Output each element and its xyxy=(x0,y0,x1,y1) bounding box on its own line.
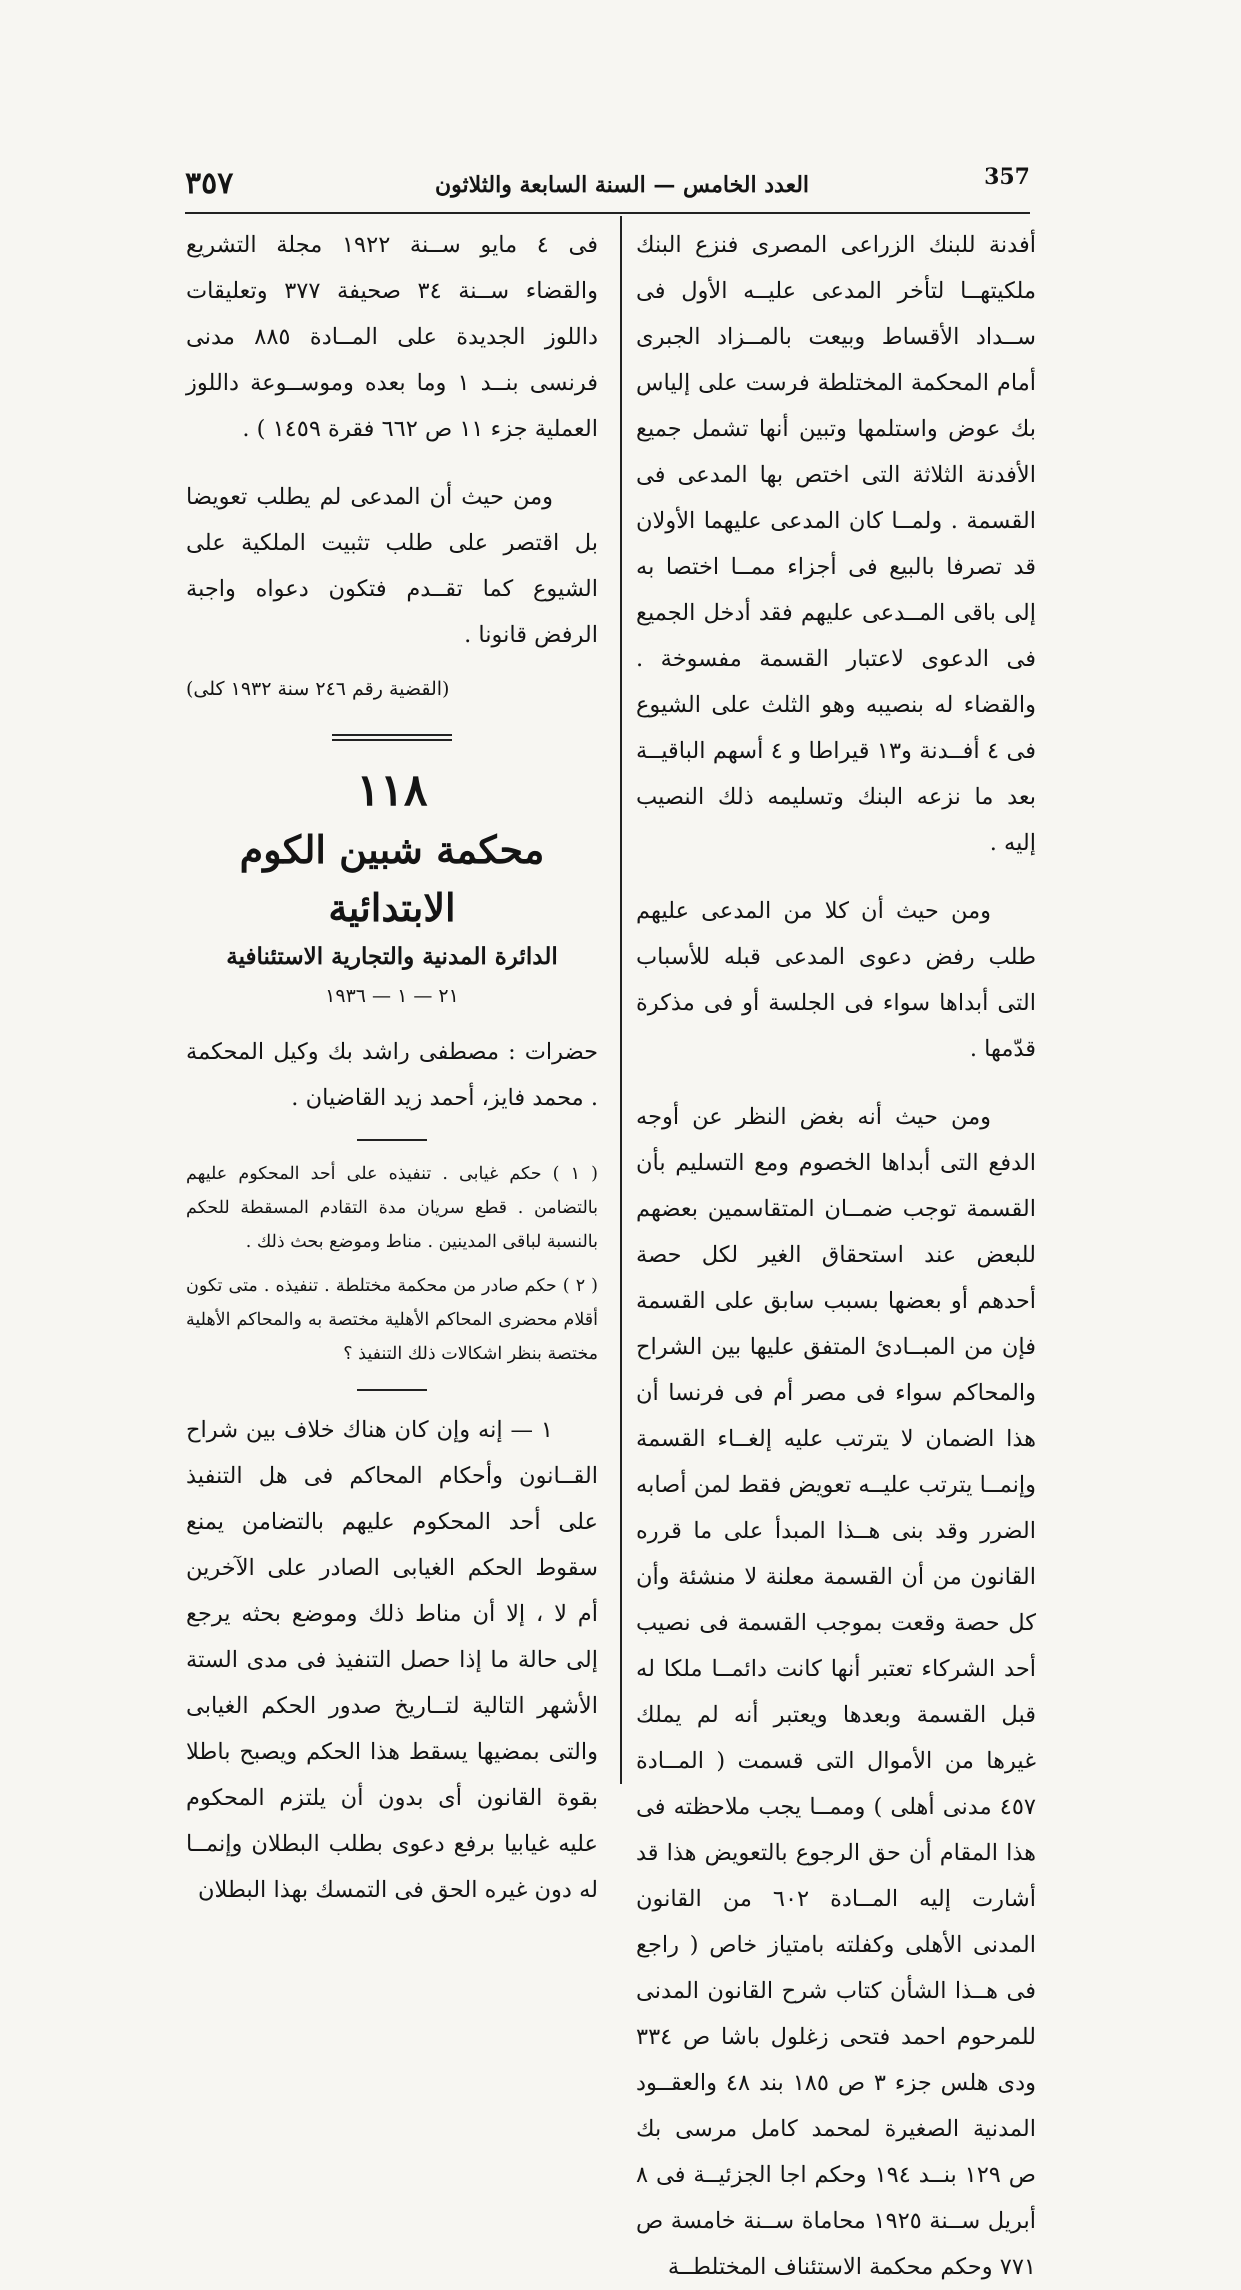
short-rule-1 xyxy=(357,1139,427,1141)
left-paragraph-2: ومن حيث أن المدعى لم يطلب تعويضا بل اقتصر على طلب تثبيت الملكية على الشيوع كما تقــدم فتكون دعواه واجبة الرفض قانونا . xyxy=(186,484,598,648)
headnote-2: ( ٢ ) حكم صادر من محكمة مختلطة . تنفيذه . متى تكون أقلام محضرى المحاكم الأهلية مختصة به والمحاكم الأهلية مختصة بنظر اشكالات ذلك التنفيذ ؟ xyxy=(186,1276,598,1364)
page-number-arabic: ٣٥٧ xyxy=(185,166,234,201)
column-divider xyxy=(620,216,622,1784)
right-paragraph-2: ومن حيث أن كلا من المدعى عليهم طلب رفض دعوى المدعى قبله للأسباب التى أبداها سواء فى الجلسة أو فى مذكرة قدّمها . xyxy=(636,898,1036,1062)
judgment-body-1: ١ — إنه وإن كان هناك خلاف بين شراح القــانون وأحكام المحاكم فى هل التنفيذ على أحد المحكوم عليهم بالتضامن يمنع سقوط الحكم الغيابى الصادر على الآخرين أم لا ، إلا أن مناط ذلك وموضع بحثه يرجع إلى حالة ما إذا حصل التنفيذ فى مدى الستة الأشهر التالية لتــاريخ صدور الحكم الغيابى والتى بمضيها يسقط هذا الحكم ويصبح باطلا بقوة القانون أى بدون أن يلتزم المحكوم عليه غيابيا برفع دعوى بطلب البطلان وإنمــا له دون غيره الحق فى التمسك بهذا البطلان xyxy=(186,1417,598,1903)
court-name: محكمة شبين الكوم الابتدائية xyxy=(239,827,545,930)
judges-line: حضرات : مصطفى راشد بك وكيل المحكمة . محمد فايز، أحمد زيد القاضيان . xyxy=(186,1039,598,1111)
header-rule xyxy=(185,212,1030,214)
page-number-latin: 357 xyxy=(984,164,1030,190)
headnote-1: ( ١ ) حكم غيابى . تنفيذه على أحد المحكوم عليهم بالتضامن . قطع سريان مدة التقادم المسقطة للحكم بالنسبة لباقى المدينين . مناط وموضع بحث ذلك . xyxy=(186,1164,599,1252)
short-rule-2 xyxy=(357,1389,427,1391)
running-title: العدد الخامس — السنة السابعة والثلاثون xyxy=(435,172,810,198)
case-citation: (القضية رقم ٢٤٦ سنة ١٩٣٢ كلى) xyxy=(186,678,450,700)
case-number: ١١٨ xyxy=(356,765,428,816)
left-column xyxy=(186,222,598,1913)
judgment-date: ٢١ — ١ — ١٩٣٦ xyxy=(325,985,459,1007)
section-double-rule xyxy=(332,734,452,741)
court-circuit: الدائرة المدنية والتجارية الاستئنافية xyxy=(226,943,558,970)
right-paragraph-3: ومن حيث أنه بغض النظر عن أوجه الدفع التى أبداها الخصوم ومع التسليم بأن القسمة توجب ضمــان المتقاسمين بعضهم للبعض عند استحقاق الغير لكل حصة أحدهم أو بعضها بسبب سابق على القسمة فإن من المبــادئ المتفق عليها بين الشراح والمحاكم سواء فى مصر أم فى فرنسا أن هذا الضمان لا يترتب عليه إلغــاء القسمة وإنمــا يترتب عليــه تعويض فقط لمن أصابه الضرر وقد بنى هــذا المبدأ على ما قرره القانون من أن القسمة معلنة لا منشئة وأن كل حصة وقعت بموجب القسمة فى نصيب أحد الشركاء تعتبر أنها كانت دائمــا ملكا له قبل القسمة وبعدها ويعتبر أنه لم يملك غيرها من الأموال التى قسمت ( المــادة ٤٥٧ مدنى أهلى ) وممــا يجب ملاحظته فى هذا المقام أن حق الرجوع بالتعويض هذا قد أشارت إليه المــادة ٦٠٢ من القانون المدنى الأهلى وكفلته بامتياز خاص ( راجع فى هــذا الشأن كتاب شرح القانون المدنى للمرحوم احمد فتحى زغلول باشا ص ٣٣٤ ودى هلس جزء ٣ ص ١٨٥ بند ٤٨ والعقــود المدنية الصغيرة لمحمد كامل مرسى بك ص ١٢٩ بنــد ١٩٤ وحكم اجا الجزئيــة فى ٨ أبريل ســنة ١٩٢٥ محاماة ســنة خامسة ص ٧٧١ وحكم محكمة الاستئناف المختلطــة xyxy=(636,1104,1037,2280)
right-paragraph-1: أفدنة للبنك الزراعى المصرى فنزع البنك ملكيتهــا لتأخر المدعى عليــه الأول فى ســداد الأقساط وبيعت بالمــزاد الجبرى أمام المحكمة المختلطة فرست على إلياس بك عوض واستلمها وتبين أنها تشمل جميع الأفدنة الثلاثة التى اختص بها المدعى فى القسمة . ولمــا كان المدعى عليهما الأولان قد تصرفا بالبيع فى أجزاء ممــا اختصا به إلى باقى المــدعى عليهم فقد أدخل الجميع فى الدعوى لاعتبار القسمة مفسوخة . والقضاء له بنصيبه وهو الثلث على الشيوع فى ٤ أفــدنة و١٣ قيراطا و ٤ أسهم الباقيــة بعد ما نزعه البنك وتسليمه ذلك النصيب إليه . xyxy=(636,232,1036,856)
right-column xyxy=(636,222,1036,2290)
left-paragraph-1: فى ٤ مايو ســنة ١٩٢٢ مجلة التشريع والقضاء ســنة ٣٤ صحيفة ٣٧٧ وتعليقات داللوز الجديدة على المــادة ٨٨٥ مدنى فرنسى بنــد ١ وما بعده وموســوعة داللوز العملية جزء ١١ ص ٦٦٢ فقرة ١٤٥٩ ) . xyxy=(186,232,599,442)
page-header xyxy=(185,158,1030,208)
